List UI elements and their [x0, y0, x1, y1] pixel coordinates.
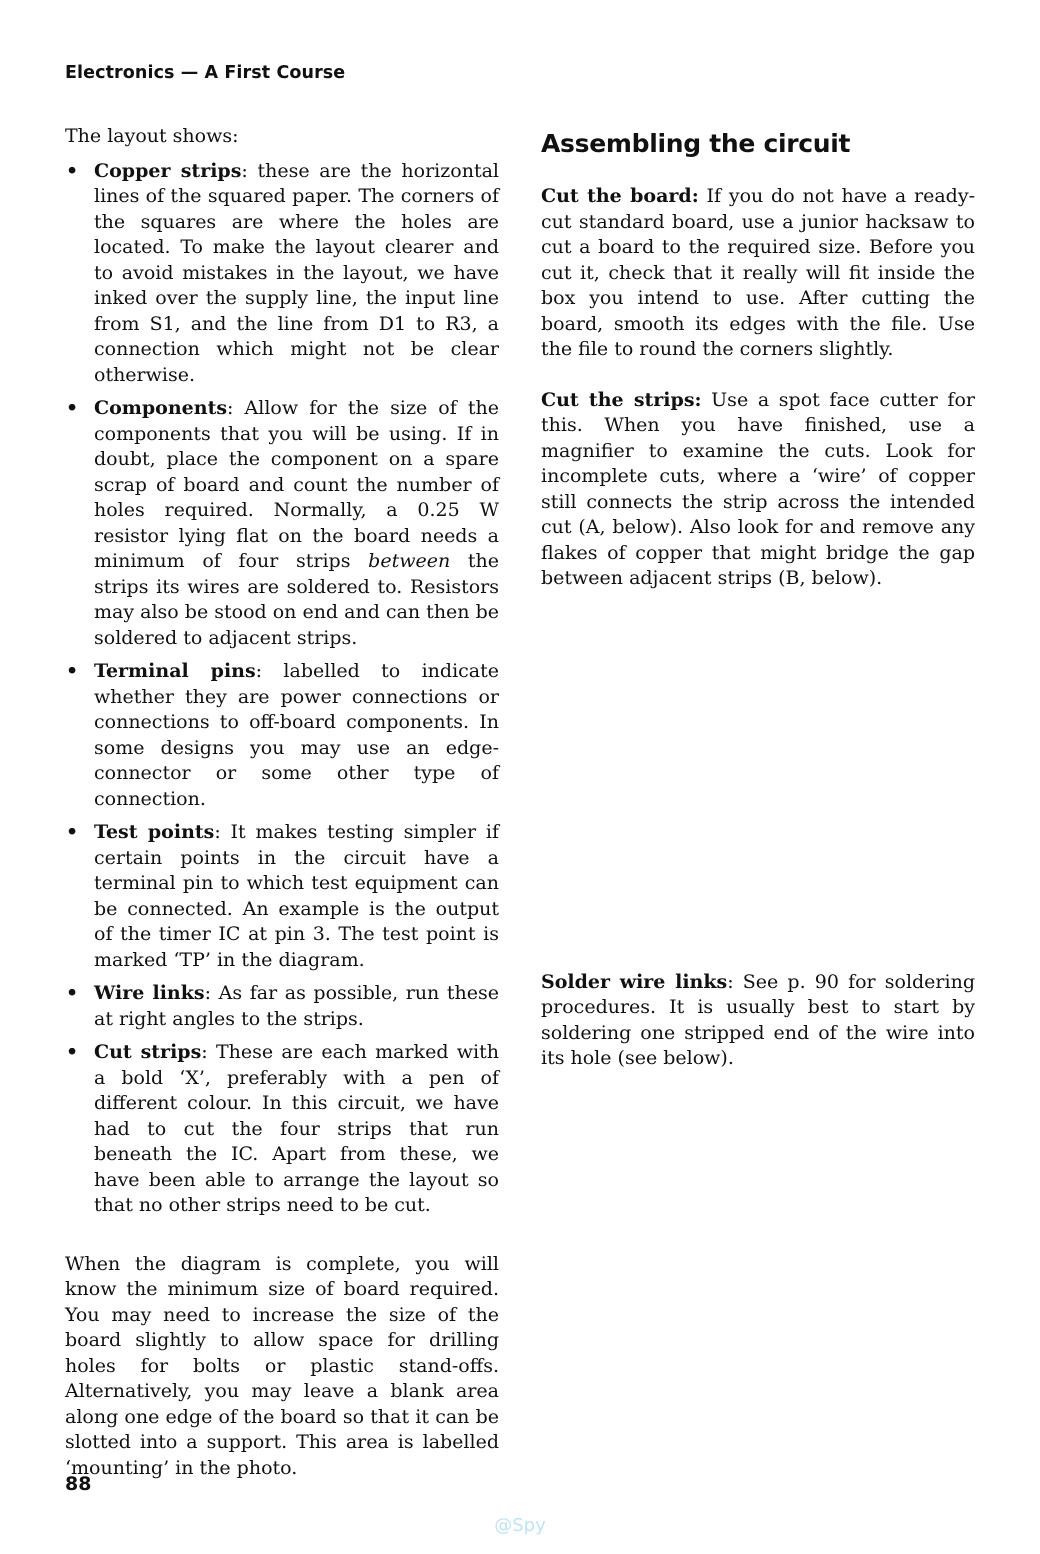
- layout-bullet-list: [65, 159, 499, 1219]
- bullet-term: Test points: [94, 821, 215, 843]
- bullet-copper-strips: [65, 159, 499, 389]
- paragraph-text: If you do not have a ready-cut standard board, use a junior hacksaw to cut a board to the required size. Before you cut it, check that it really will fit inside the box you intend to use. After cutting the board, smooth its edges with the file. Use the file to round the corners slightly.: [541, 185, 975, 360]
- bullet-components: [65, 396, 499, 651]
- bullet-cut-strips: [65, 1040, 499, 1219]
- bullet-text: the strips its wires are soldered to. Resistors may also be stood on end and can then be soldered to adjacent strips.: [94, 550, 499, 649]
- paragraph-cut-board: [541, 184, 975, 363]
- bullet-emphasis: between: [368, 550, 451, 572]
- bullet-term: Terminal pins: [94, 660, 256, 682]
- paragraph-lead: Solder wire links: [541, 970, 728, 993]
- paragraph-lead: Cut the strips:: [541, 388, 702, 411]
- paragraph-cut-strips: [541, 388, 975, 592]
- bullet-term: Components: [94, 397, 228, 419]
- bullet-text: : labelled to indicate whether they are power connections or connections to off-board components. In some designs you may use an edge-connector or some other type of connection.: [94, 660, 499, 810]
- paragraph-lead: Cut the board:: [541, 185, 699, 207]
- section-heading: Assembling the circuit: [541, 129, 851, 158]
- bullet-test-points: [65, 820, 499, 973]
- bullet-text: : It makes testing simpler if certain points in the circuit have a terminal pin to which test equipment can be connected. An example is the output of the timer IC at pin 3. The test point is marked ‘TP’ in the diagram.: [94, 821, 499, 971]
- bullet-term: Cut strips: [94, 1041, 202, 1063]
- right-column: [541, 124, 975, 1072]
- bullet-term: Wire links: [94, 982, 205, 1004]
- bullet-wire-links: [65, 981, 499, 1032]
- bullet-term: Copper strips: [94, 159, 242, 182]
- left-column: [65, 124, 499, 1481]
- page-number: 88: [65, 1473, 92, 1495]
- bullet-text: : As far as possible, run these at right angles to the strips.: [94, 982, 500, 1030]
- paragraph-text: : See p. 90 for soldering procedures. It is usually best to start by soldering one stripped end of the wire into its hole (see below).: [541, 970, 975, 1069]
- figure-blank-space: [541, 592, 975, 970]
- bullet-text: : Allow for the size of the components that you will be using. If in doubt, place the component on a spare scrap of board and count the number of holes required. Normally, a 0.25 W resistor lying flat on the board needs a minimum of four strips: [94, 397, 499, 572]
- paragraph-solder-links: [541, 970, 975, 1072]
- paragraph-text: Use a spot face cutter for this. When you have finished, use a magnifier to examine the cuts. Look for incomplete cuts, where a ‘wire’ of copper still connects the strip across the intended cut (A, below). Also look for and remove any flakes of copper that might bridge the gap between adjacent strips (B, below).: [541, 388, 975, 589]
- running-head: Electronics — A First Course: [65, 63, 346, 83]
- bullet-terminal-pins: [65, 659, 499, 812]
- watermark: @Spy: [494, 1515, 546, 1536]
- intro-text: The layout shows:: [65, 125, 239, 147]
- closing-paragraph: When the diagram is complete, you will know the minimum size of board required. You may need to increase the size of the board slightly to allow space for drilling holes for bolts or plastic stand-offs. Alternatively, you may leave a blank area along one edge of the board so that it can be slotted into a support. This area is labelled ‘mounting’ in the photo.: [65, 1252, 499, 1479]
- bullet-text: : These are each marked with a bold ‘X’, preferably with a pen of different colour. In this circuit, we have had to cut the four strips that run beneath the IC. Apart from these, we have been able to arrange the layout so that no other strips need to be cut.: [94, 1041, 499, 1216]
- bullet-text: : these are the horizontal lines of the squared paper. The corners of the squares are where the holes are located. To make the layout clearer and to avoid mistakes in the layout, we have inked over the supply line, the input line from S1, and the line from D1 to R3, a connection which might not be clear otherwise.: [94, 159, 499, 386]
